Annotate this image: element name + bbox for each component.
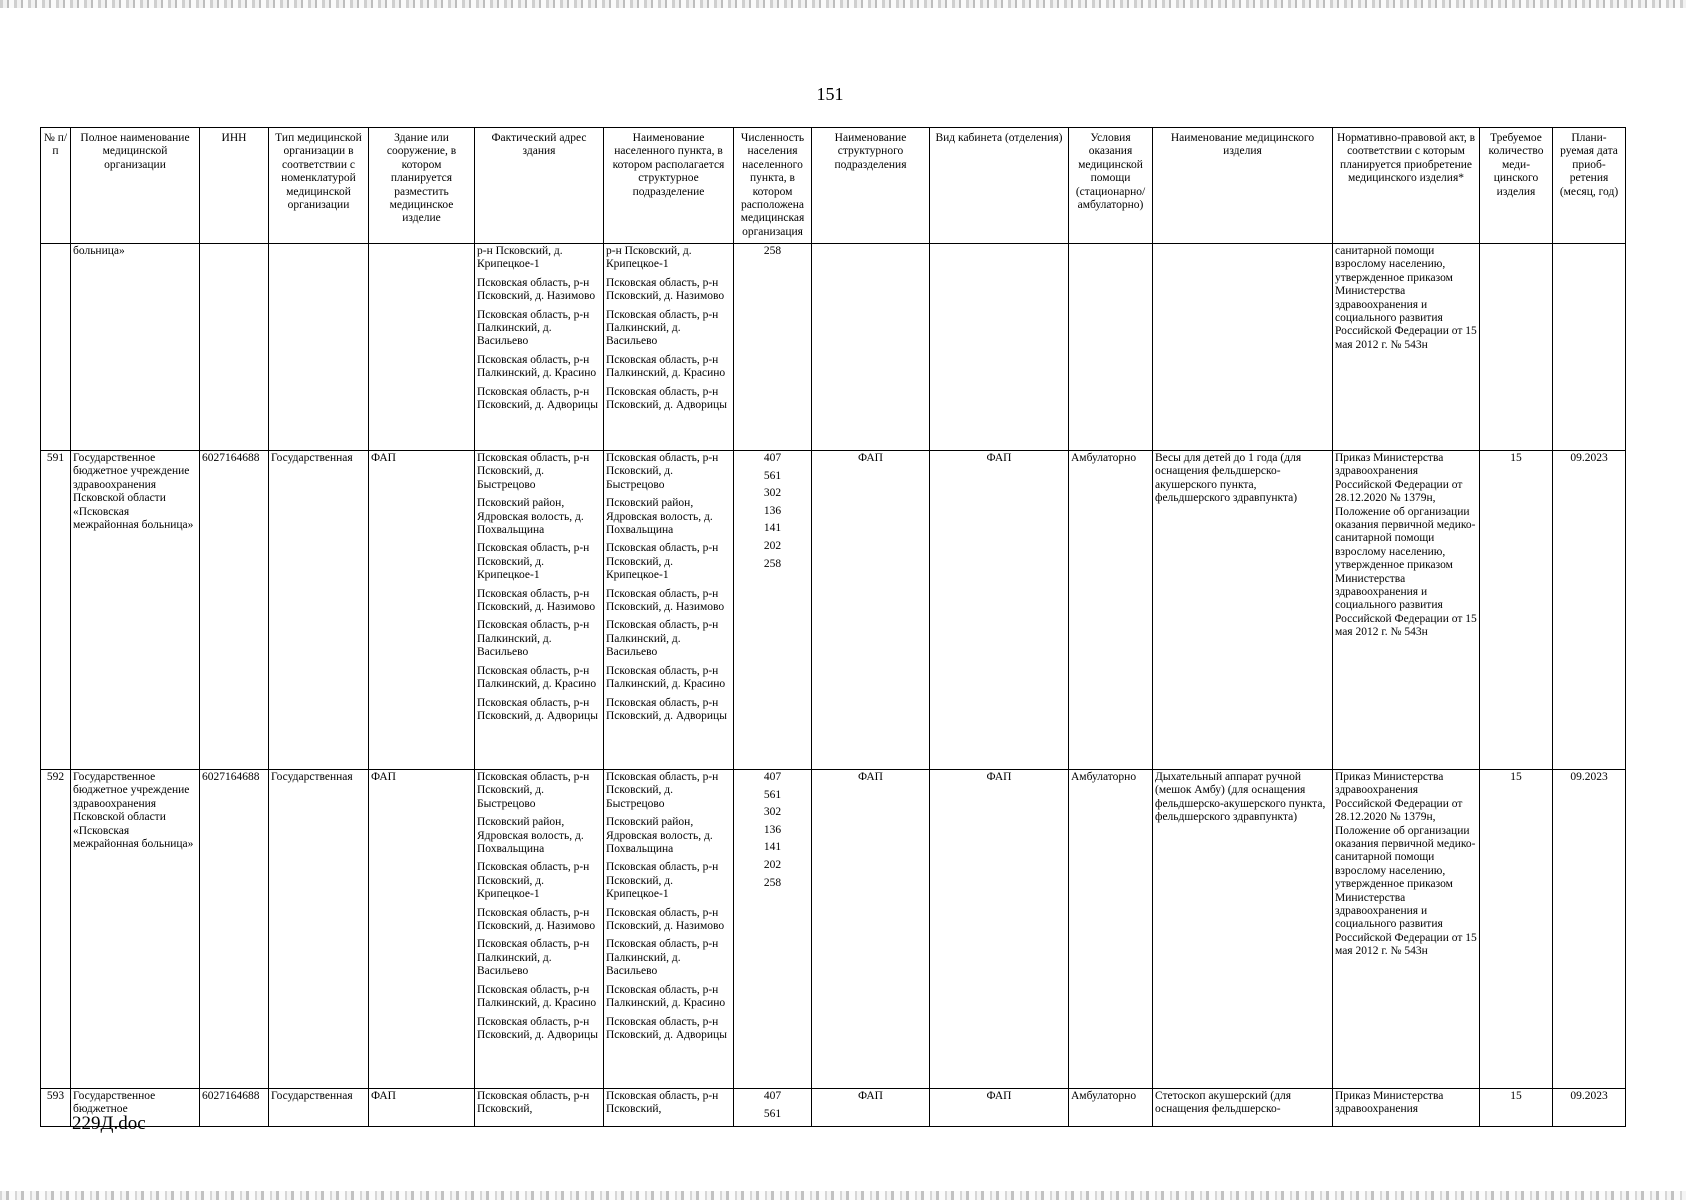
population-value: 141 — [763, 522, 782, 535]
header-cell: Плани-руемая дата приоб-ретения (месяц, год) — [1553, 128, 1626, 244]
cell-act: Приказ Министерства здравоохранения Российской Федерации от 28.12.2020 № 1379н, Положение об организации оказания первичной медико-санитарной помощи взрослому населению, утвержденное приказом Министерства здравоохранения и социального развития Российской Федерации от 15 мая 2012 г. № 543н — [1333, 770, 1480, 1089]
table-row-continuation — [41, 244, 1626, 451]
settlement-item: Псковская область, р-н Палкинский, д. Красино — [606, 983, 726, 1010]
cell-population — [734, 244, 812, 451]
scan-edge-bottom — [0, 1191, 1686, 1200]
header-cell: Полное наименование медицинской организации — [71, 128, 200, 244]
cell-num — [41, 244, 71, 451]
cell-addresses — [475, 451, 604, 770]
header-cell: Наименование структурного подразделения — [812, 128, 930, 244]
cell-population — [734, 451, 812, 770]
cell-date: 09.2023 — [1553, 451, 1626, 770]
population-value: 258 — [763, 876, 782, 889]
population-value: 258 — [763, 245, 782, 257]
header-cell: Фактический адрес здания — [475, 128, 604, 244]
cell-device: Дыхательный аппарат ручной (мешок Амбу) (для оснащения фельдшерско-акушерского пункта, фельдшерского здравпункта) — [1153, 770, 1333, 1089]
cell-conditions — [1069, 244, 1153, 451]
settlement-item: Псковский район, Ядровская волость, д. Похвальщина — [606, 497, 713, 537]
address-item: Псковская область, р-н Псковский, д. Быстрецово — [477, 771, 590, 810]
cell-addresses — [475, 1089, 604, 1127]
header-cell: Наименование медицинского изделия — [1153, 128, 1333, 244]
cell-settlements — [604, 451, 734, 770]
address-item: Псковская область, р-н Псковский, д. Адворицы — [477, 1015, 598, 1041]
settlement-item: Псковская область, р-н Псковский, д. Быстрецово — [606, 452, 719, 491]
cell-subdivision: ФАП — [812, 451, 930, 770]
settlement-item: Псковская область, р-н Псковский, д. Адворицы — [606, 385, 727, 412]
header-cell: Требуемое количество меди-цинского изделия — [1480, 128, 1553, 244]
address-item: Псковская область, р-н Псковский, д. Быстрецово — [477, 452, 590, 491]
settlement-item: Псковская область, р-н Псковский, д. Быстрецово — [606, 771, 719, 810]
address-item: Псковская область, р-н Псковский, д. Назимово — [477, 906, 596, 933]
population-value: 202 — [763, 539, 782, 552]
document-table-wrapper — [40, 127, 1625, 1127]
cell-conditions: Амбулаторно — [1069, 1089, 1153, 1127]
cell-cabinet: ФАП — [930, 770, 1069, 1089]
settlement-item: Псковская область, р-н Палкинский, д. Васильево — [606, 938, 719, 978]
cell-subdivision — [812, 244, 930, 451]
population-value: 136 — [763, 823, 782, 836]
header-cell: Вид кабинета (отделения) — [930, 128, 1069, 244]
table-header-row — [41, 128, 1626, 244]
population-value: 136 — [763, 504, 782, 517]
population-value: 561 — [763, 1107, 782, 1120]
settlement-item: Псковская область, р-н Псковский, д. Крипецкое-1 — [606, 861, 719, 901]
cell-device: Стетоскоп акушерский (для оснащения фельдшерско- — [1153, 1089, 1333, 1127]
address-item: Псковская область, р-н Палкинский, д. Красино — [477, 664, 597, 691]
cell-num: 591 — [41, 451, 71, 770]
settlement-item: Псковская область, р-н Псковский, д. Крипецкое-1 — [606, 542, 719, 582]
address-item: Псковский район, Ядровская волость, д. Похвальщина — [477, 816, 584, 856]
settlement-item: Псковская область, р-н Палкинский, д. Красино — [606, 664, 726, 691]
settlement-item: Псковская область, р-н Псковский, д. Назимово — [606, 906, 725, 933]
address-item: Псковская область, р-н Псковский, — [477, 1090, 590, 1116]
cell-act: Приказ Министерства здравоохранения Российской Федерации от 28.12.2020 № 1379н, Положение об организации оказания первичной медико-санитарной помощи взрослому населению, утвержденное приказом Министерства здравоохранения и социального развития Российской Федерации от 15 мая 2012 г. № 543н — [1333, 451, 1480, 770]
cell-settlements — [604, 770, 734, 1089]
header-cell: Численность населения населенного пункта, в котором расположена медицинская организация — [734, 128, 812, 244]
cell-org: больница» — [71, 244, 200, 451]
cell-device: Весы для детей до 1 года (для оснащения фельдшерско-акушерского пункта, фельдшерского здравпункта) — [1153, 451, 1333, 770]
table-row — [41, 1089, 1626, 1127]
population-value: 407 — [763, 1090, 782, 1102]
header-cell: Здание или сооружение, в котором планируется разместить медицинское изделие — [369, 128, 475, 244]
settlement-item: Псковская область, р-н Палкинский, д. Красино — [606, 353, 726, 380]
header-cell: ИНН — [200, 128, 269, 244]
address-item: Псковская область, р-н Палкинский, д. Васильево — [477, 938, 590, 978]
header-cell: № п/п — [41, 128, 71, 244]
cell-inn: 6027164688 — [200, 770, 269, 1089]
cell-cabinet: ФАП — [930, 1089, 1069, 1127]
population-value: 202 — [763, 858, 782, 871]
settlement-item: Псковская область, р-н Палкинский, д. Васильево — [606, 308, 719, 348]
cell-date — [1553, 244, 1626, 451]
cell-org: Государственное бюджетное учреждение здравоохранения Псковской области «Псковская межрайонная больница» — [71, 451, 200, 770]
cell-building — [369, 244, 475, 451]
address-item: Псковская область, р-н Палкинский, д. Красино — [477, 353, 597, 380]
cell-conditions: Амбулаторно — [1069, 770, 1153, 1089]
settlement-item: р-н Псковский, д. Крипецкое-1 — [606, 245, 692, 271]
address-item: Псковская область, р-н Псковский, д. Крипецкое-1 — [477, 861, 590, 901]
address-item: Псковская область, р-н Псковский, д. Адворицы — [477, 696, 598, 722]
cell-addresses — [475, 770, 604, 1089]
page-number: 151 — [816, 84, 844, 104]
settlement-item: Псковская область, р-н Псковский, д. Назимово — [606, 276, 725, 303]
settlement-item: Псковский район, Ядровская волость, д. Похвальщина — [606, 816, 713, 856]
cell-org: Государственное бюджетное — [71, 1089, 200, 1127]
cell-act: Приказ Министерства здравоохранения — [1333, 1089, 1480, 1127]
cell-quantity: 15 — [1480, 451, 1553, 770]
cell-device — [1153, 244, 1333, 451]
address-item: Псковская область, р-н Псковский, д. Назимово — [477, 587, 596, 614]
cell-quantity: 15 — [1480, 770, 1553, 1089]
settlement-item: Псковская область, р-н Псковский, д. Назимово — [606, 587, 725, 614]
cell-type: Государственная — [269, 770, 369, 1089]
cell-building: ФАП — [369, 1089, 475, 1127]
cell-act: санитарной помощи взрослому населению, утвержденное приказом Министерства здравоохранения и социального развития Российской Федерации от 15 мая 2012 г. № 543н — [1333, 244, 1480, 451]
cell-building: ФАП — [369, 451, 475, 770]
population-value: 141 — [763, 841, 782, 854]
header-cell: Нормативно-правовой акт, в соответствии с которым планируется приобретение медицинского изделия* — [1333, 128, 1480, 244]
cell-addresses — [475, 244, 604, 451]
settlement-item: Псковская область, р-н Псковский, д. Адворицы — [606, 696, 727, 722]
settlement-item: Псковская область, р-н Палкинский, д. Васильево — [606, 619, 719, 659]
cell-num: 593 — [41, 1089, 71, 1127]
cell-subdivision: ФАП — [812, 1089, 930, 1127]
cell-settlements — [604, 1089, 734, 1127]
cell-inn: 6027164688 — [200, 451, 269, 770]
population-value: 561 — [763, 469, 782, 482]
population-value: 302 — [763, 487, 782, 500]
population-value: 258 — [763, 557, 782, 570]
population-value: 407 — [763, 452, 782, 464]
cell-population — [734, 770, 812, 1089]
address-item: Псковская область, р-н Палкинский, д. Красино — [477, 983, 597, 1010]
population-value: 407 — [763, 771, 782, 783]
cell-settlements — [604, 244, 734, 451]
header-cell: Наименование населенного пункта, в котором располагается структурное подразделение — [604, 128, 734, 244]
population-value: 561 — [763, 788, 782, 801]
cell-cabinet: ФАП — [930, 451, 1069, 770]
address-item: р-н Псковский, д. Крипецкое-1 — [477, 245, 563, 271]
address-item: Псковская область, р-н Палкинский, д. Васильево — [477, 308, 590, 348]
cell-inn: 6027164688 — [200, 1089, 269, 1127]
scan-edge-top — [0, 0, 1686, 8]
population-value: 302 — [763, 806, 782, 819]
address-item: Псковская область, р-н Псковский, д. Адворицы — [477, 385, 598, 412]
footer-filename: 229Д.doc — [72, 1113, 146, 1134]
cell-quantity: 15 — [1480, 1089, 1553, 1127]
header-cell: Тип медицинской организации в соответствии с номенклатурой медицинской организации — [269, 128, 369, 244]
settlement-item: Псковская область, р-н Псковский, — [606, 1090, 719, 1116]
cell-population — [734, 1089, 812, 1127]
address-item: Псковская область, р-н Псковский, д. Крипецкое-1 — [477, 542, 590, 582]
address-item: Псковская область, р-н Палкинский, д. Васильево — [477, 619, 590, 659]
cell-org: Государственное бюджетное учреждение здравоохранения Псковской области «Псковская межрайонная больница» — [71, 770, 200, 1089]
settlement-item: Псковская область, р-н Псковский, д. Адворицы — [606, 1015, 727, 1041]
cell-date: 09.2023 — [1553, 770, 1626, 1089]
cell-inn — [200, 244, 269, 451]
cell-type: Государственная — [269, 1089, 369, 1127]
table-row — [41, 770, 1626, 1089]
address-item: Псковская область, р-н Псковский, д. Назимово — [477, 276, 596, 303]
cell-type: Государственная — [269, 451, 369, 770]
table-row — [41, 451, 1626, 770]
medical-equipment-table — [40, 127, 1626, 1127]
cell-building: ФАП — [369, 770, 475, 1089]
cell-conditions: Амбулаторно — [1069, 451, 1153, 770]
cell-quantity — [1480, 244, 1553, 451]
header-cell: Условия оказания медицинской помощи (стационарно/амбулаторно) — [1069, 128, 1153, 244]
cell-subdivision: ФАП — [812, 770, 930, 1089]
cell-date: 09.2023 — [1553, 1089, 1626, 1127]
address-item: Псковский район, Ядровская волость, д. Похвальщина — [477, 497, 584, 537]
cell-num: 592 — [41, 770, 71, 1089]
cell-type — [269, 244, 369, 451]
cell-cabinet — [930, 244, 1069, 451]
